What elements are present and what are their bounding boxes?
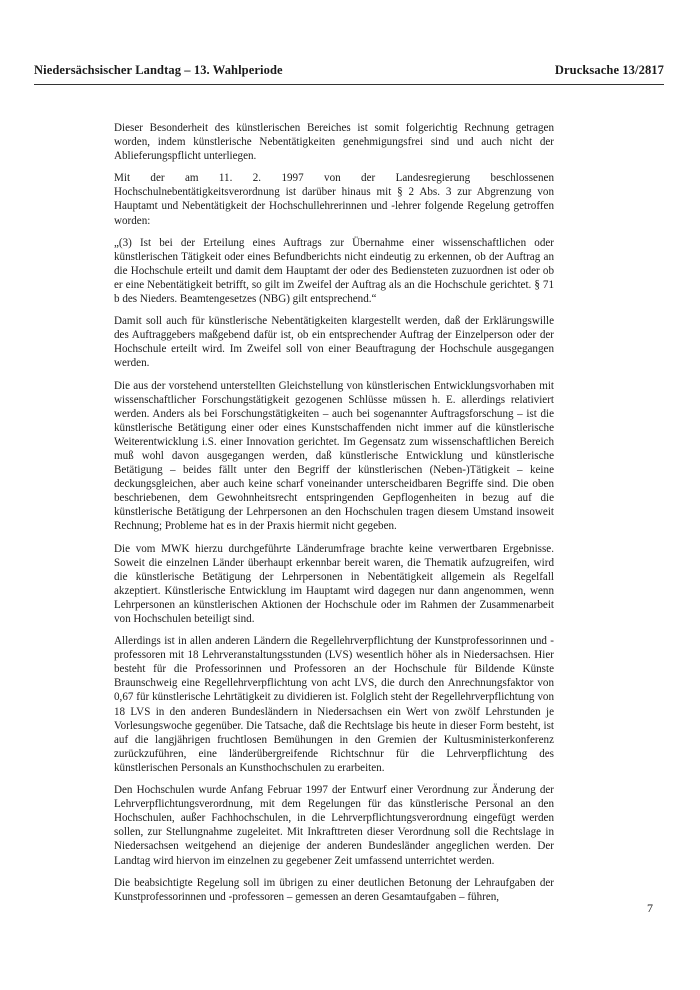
header-parliament-title: Niedersächsischer Landtag – 13. Wahlperiode (34, 63, 283, 77)
paragraph-6: Die vom MWK hierzu durchgeführte Länderumfrage brachte keine verwertbaren Ergebnisse. Soweit die einzelnen Länder überhaupt erkennbar bereit waren, die Thematik aufzugreifen, wird die künstlerische Betätigung der Lehrpersonen in Nebentätigkeit allgemein als Regelfall akzeptiert. Künstlerische Entwicklung im Hauptamt wird dagegen nur dann angenommen, wenn Lehrpersonen an künstlerischen Aktionen der Hochschule oder im Rahmen der Zusammenarbeit von Hochschulen beteiligt sind. (114, 542, 554, 625)
paragraph-3-quote: „(3) Ist bei der Erteilung eines Auftrags zur Übernahme einer wissenschaftlichen oder künstlerischen Tätigkeit oder eines Befundberichts nicht eindeutig zu erkennen, ob der Auftrag an die Hochschule erteilt und damit dem Hauptamt der oder des Bediensteten zuzuordnen ist oder ob er eine Nebentätigkeit betrifft, so gilt im Zweifel der Auftrag als an die Hochschule gerichtet. § 71 b des Nieders. Beamtengesetzes (NBG) gilt entsprechend.“ (114, 236, 554, 306)
paragraph-5: Die aus der vorstehend unterstellten Gleichstellung von künstlerischen Entwicklungsvorhaben mit wissenschaftlicher Forschungstätigkeit gezogenen Schlüsse müssen h. E. allerdings relativiert werden. Anders als bei Forschungstätigkeiten – auch bei sogenannter Auftragsforschung – ist die künstlerische Betätigung einer oder eines Kunstschaffenden nicht immer auf die künstlerische Weiterentwicklung i.S. einer Innovation gerichtet. Im Gegensatz zum wissenschaftlichen Bereich muß wohl davon ausgegangen werden, daß künstlerische Entwicklung und künstlerische Betätigung – beides fällt unter den Begriff der künstlerischen (Neben-)Tätigkeit – keine deckungsgleichen, aber auch keine scharf voneinander unterscheidbaren Begriffe sind. Die oben beschriebenen, dem Gewohnheitsrecht entspringenden Gepflogenheiten in bezug auf die künstlerische Betätigung der Lehrpersonen an den Hochschulen tragen diesem Umstand insoweit Rechnung; Probleme hat es in der Praxis hiermit nicht gegeben. (114, 379, 554, 533)
paragraph-8: Den Hochschulen wurde Anfang Februar 1997 der Entwurf einer Verordnung zur Änderung der Lehrverpflichtungsverordnung, mit dem Regelungen für das künstlerische Personal an den Hochschulen, außer Fachhochschulen, in die Lehrverpflichtungsverordnung eingefügt werden sollen, zur Stellungnahme zugeleitet. Mit Inkrafttreten dieser Verordnung soll die Rechtslage in Niedersachsen weitgehend an diejenige der anderen Bundesländer angeglichen werden. Der Landtag wird hiervon im einzelnen zu gegebener Zeit umfassend unterrichtet werden. (114, 784, 554, 867)
page-header (34, 57, 664, 85)
document-body (114, 121, 554, 912)
paragraph-2: Mit der am 11. 2. 1997 von der Landesregierung beschlossenen Hochschulnebentätigkeitsverordnung ist darüber hinaus mit § 2 Abs. 3 zur Abgrenzung von Hauptamt und Nebentätigkeit der Hochschullehrerinnen und -lehrer folgende Regelung getroffen worden: (114, 172, 554, 227)
header-divider (34, 84, 664, 85)
paragraph-4: Damit soll auch für künstlerische Nebentätigkeiten klargestellt werden, daß der Erklärungswille des Auftraggebers maßgebend dafür ist, ob ein entsprechender Auftrag der Einzelperson oder der Hochschule erteilt wird. Im Zweifel soll von einer Beauftragung der Hochschule ausgegangen werden. (114, 315, 554, 370)
paragraph-9: Die beabsichtigte Regelung soll im übrigen zu einer deutlichen Betonung der Lehraufgaben der Kunstprofessorinnen und -professoren – gemessen an deren Gesamtaufgaben – führen, (114, 876, 554, 903)
page-number: 7 (647, 901, 653, 915)
paragraph-7: Allerdings ist in allen anderen Ländern die Regellehrverpflichtung der Kunstprofessorinnen und -professoren mit 18 Lehrveranstaltungsstunden (LVS) wesentlich höher als in Niedersachsen. Hier besteht für die Professorinnen und Professoren an der Hochschule für Bildende Künste Braunschweig eine Regellehrverpflichtung von acht LVS, die durch den Anrechnungsfaktor von 0,67 für künstlerische Lehrtätigkeit zu dividieren ist. Folglich steht der Regellehrverpflichtung von 18 LVS in den anderen Bundesländern in Niedersachsen ein Wert von zwölf Lehrstunden je Vorlesungswoche gegenüber. Die Tatsache, daß die Rechtslage bis heute in dieser Form besteht, ist auf die langjährigen fruchtlosen Bemühungen in den Gremien der Kultusministerkonferenz zurückzuführen, eine länderübergreifende Richtschnur für die Lehrverpflichtung des künstlerischen Personals an Kunsthochschulen zu erarbeiten. (114, 635, 554, 774)
paragraph-1: Dieser Besonderheit des künstlerischen Bereiches ist somit folgerichtig Rechnung getragen worden, indem künstlerische Nebentätigkeiten genehmigungsfrei sind und auch nicht der Ablieferungspflicht unterliegen. (114, 122, 554, 163)
header-document-number: Drucksache 13/2817 (554, 63, 664, 77)
